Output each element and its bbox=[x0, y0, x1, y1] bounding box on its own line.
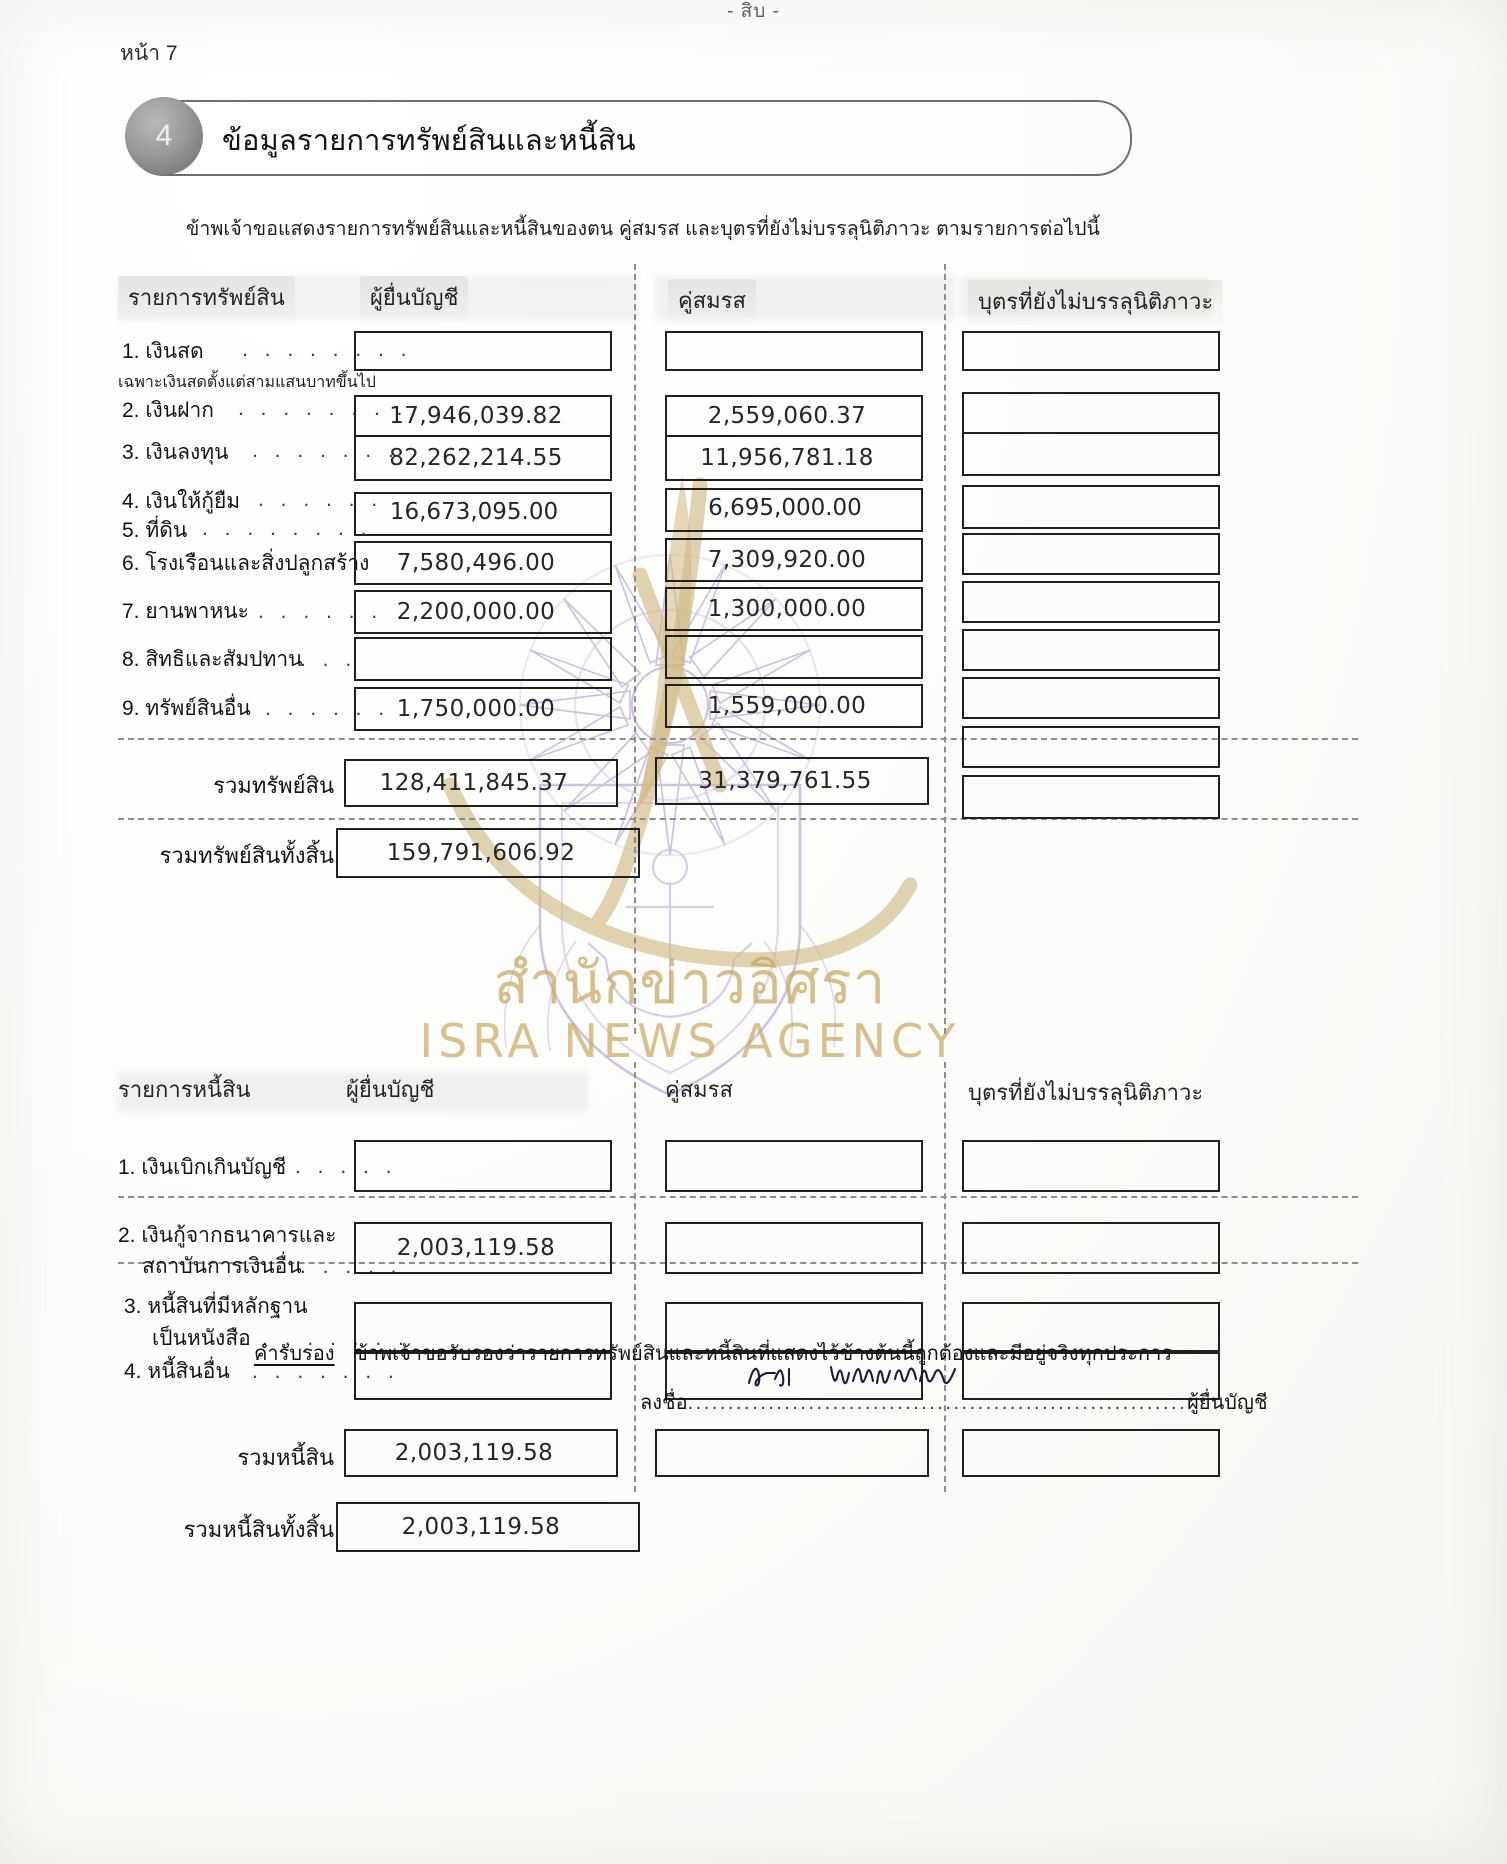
asset-row-8-declarant-box[interactable] bbox=[354, 637, 612, 681]
liability-row-3-label-line2: เป็นหนังสือ bbox=[152, 1327, 251, 1350]
asset-row-3-children-box[interactable] bbox=[962, 432, 1220, 476]
asset-row-8-children-box[interactable] bbox=[962, 677, 1220, 719]
asset-row-5-declarant-value: 16,673,095.00 bbox=[389, 499, 559, 525]
asset-row-3-leader: . . . . . . . bbox=[252, 439, 400, 462]
liability-row-2-spouse-box[interactable] bbox=[665, 1222, 923, 1274]
asset-row-1-text: เงินสด bbox=[145, 340, 204, 363]
assets-grandtotal-box[interactable] bbox=[336, 828, 640, 878]
asset-row-7-spouse-value: 1,300,000.00 bbox=[707, 596, 867, 622]
liability-row-2-leader: . . . . . bbox=[300, 1255, 403, 1278]
liability-row-2-text-1: เงินกู้จากธนาคารและ bbox=[141, 1224, 337, 1247]
liabilities-subtotal-separator bbox=[118, 1196, 1358, 1198]
asset-row-4-no: 4. bbox=[122, 490, 140, 513]
asset-row-8-no: 8. bbox=[122, 648, 140, 671]
asset-row-7-declarant-value: 2,200,000.00 bbox=[396, 599, 556, 625]
asset-row-4-text: เงินให้กู้ยืม bbox=[145, 490, 241, 513]
certification-text: ข้าพเจ้าขอรับรองว่ารายการทรัพย์สินและหนี้สินที่แสดงไว้ข้างต้นนี้ถูกต้องและมีอยู่จริงทุกประการ bbox=[354, 1343, 1173, 1365]
watermark-thai-label: สำนักข่าวอิศรา bbox=[493, 951, 887, 1016]
asset-row-3-spouse-value: 11,956,781.18 bbox=[700, 445, 874, 471]
asset-row-9-declarant-box[interactable] bbox=[354, 687, 612, 731]
asset-row-5-no: 5. bbox=[122, 519, 140, 542]
asset-row-6-no: 6. bbox=[122, 552, 140, 575]
liabilities-column-separator-2 bbox=[944, 1062, 946, 1492]
asset-row-1-declarant-box[interactable] bbox=[354, 331, 612, 371]
asset-row-9-label bbox=[122, 692, 251, 725]
liabilities-grandtotal-label: รวมหนี้สินทั้งสิ้น bbox=[183, 1517, 334, 1542]
asset-row-5-text: ที่ดิน bbox=[145, 519, 188, 542]
asset-row-6-children-box[interactable] bbox=[962, 581, 1220, 623]
page-marker-top: - สิบ - bbox=[727, 1, 780, 22]
asset-row-3-label bbox=[122, 436, 228, 469]
assets-grandtotal-label: รวมทรัพย์สินทั้งสิ้น bbox=[159, 843, 334, 868]
liabilities-header-items: รายการหนี้สิน bbox=[118, 1077, 251, 1102]
asset-row-8-text: สิทธิและสัมปทาน bbox=[145, 648, 303, 671]
asset-row-1-leader: . . . . . . . . bbox=[242, 338, 413, 361]
asset-row-2-declarant-box[interactable] bbox=[354, 395, 612, 437]
assets-header-items: รายการทรัพย์สิน bbox=[118, 276, 295, 321]
asset-row-6-spouse-box[interactable] bbox=[665, 538, 923, 582]
asset-row-6-spouse-value: 7,309,920.00 bbox=[707, 547, 867, 573]
asset-row-7-declarant-box[interactable] bbox=[354, 590, 612, 634]
asset-row-3-text: เงินลงทุน bbox=[145, 441, 229, 464]
liability-row-1-label bbox=[118, 1151, 286, 1184]
liabilities-header-children: บุตรที่ยังไม่บรรลุนิติภาวะ bbox=[968, 1080, 1204, 1105]
asset-row-5-spouse-value: 6,695,000.00 bbox=[708, 495, 862, 521]
liability-row-2-declarant-box[interactable] bbox=[354, 1222, 612, 1274]
asset-row-9-leader: . . . . . . bbox=[265, 697, 390, 720]
asset-row-9-spouse-box[interactable] bbox=[665, 684, 923, 728]
liability-row-3-text-1: หนี้สินที่มีหลักฐาน bbox=[147, 1295, 308, 1318]
liability-row-4-leader: . . . . . . . bbox=[252, 1360, 400, 1383]
asset-row-6-declarant-value: 7,580,496.00 bbox=[396, 550, 556, 576]
asset-row-5-leader: . . . . . . . . bbox=[202, 517, 373, 540]
asset-row-3-spouse-box[interactable] bbox=[665, 435, 923, 481]
asset-row-2-no: 2. bbox=[122, 399, 140, 422]
asset-row-9-children-box[interactable] bbox=[962, 726, 1220, 768]
liabilities-subtotal-label: รวมหนี้สิน bbox=[237, 1445, 334, 1470]
asset-row-9-text: ทรัพย์สินอื่น bbox=[145, 697, 251, 720]
liabilities-subtotal-declarant-box[interactable] bbox=[344, 1429, 618, 1477]
liabilities-subtotal-declarant-value: 2,003,119.58 bbox=[394, 1440, 554, 1466]
liabilities-grandtotal-value: 2,003,119.58 bbox=[401, 1514, 561, 1540]
asset-row-1-spouse-box[interactable] bbox=[665, 331, 923, 371]
assets-column-separator-2 bbox=[944, 264, 946, 1034]
asset-row-2-text: เงินฝาก bbox=[145, 399, 214, 422]
asset-row-9-declarant-value: 1,750,000.00 bbox=[396, 696, 556, 722]
asset-row-2-spouse-value: 2,559,060.37 bbox=[707, 403, 867, 429]
assets-subtotal-spouse-value: 31,379,761.55 bbox=[698, 768, 872, 794]
signature-dots: .............................................................. bbox=[687, 1392, 1188, 1414]
asset-row-7-children-box[interactable] bbox=[962, 629, 1220, 671]
certification-block bbox=[254, 1337, 1172, 1369]
asset-row-5-children-box[interactable] bbox=[962, 533, 1220, 575]
asset-row-2-leader: . . . . . . . . bbox=[238, 397, 409, 420]
liabilities-grandtotal-box[interactable] bbox=[336, 1502, 640, 1552]
liability-row-1-text: เงินเบิกเกินบัญชี bbox=[141, 1156, 287, 1179]
asset-row-7-text: ยานพาหนะ bbox=[145, 600, 249, 623]
asset-row-6-declarant-box[interactable] bbox=[354, 541, 612, 585]
assets-subtotal-declarant-box[interactable] bbox=[344, 759, 618, 807]
liability-row-2-declarant-value: 2,003,119.58 bbox=[396, 1235, 556, 1261]
cash-note: เฉพาะเงินสดตั้งแต่สามแสนบาทขึ้นไป bbox=[118, 374, 376, 391]
assets-subtotal-children-box[interactable] bbox=[962, 775, 1220, 819]
liability-row-1-spouse-box[interactable] bbox=[665, 1140, 923, 1192]
asset-row-2-label bbox=[122, 394, 214, 427]
asset-row-6-text: โรงเรือนและสิ่งปลูกสร้าง bbox=[145, 552, 370, 575]
certification-heading: คำรับรอง bbox=[254, 1343, 335, 1365]
assets-grandtotal-value: 159,791,606.92 bbox=[386, 840, 576, 866]
asset-row-9-spouse-value: 1,559,000.00 bbox=[707, 693, 867, 719]
asset-row-3-no: 3. bbox=[122, 441, 140, 464]
liability-row-3-no: 3. bbox=[124, 1295, 142, 1318]
asset-row-6-label bbox=[122, 547, 369, 580]
signature-line bbox=[640, 1386, 1268, 1418]
asset-row-7-spouse-box[interactable] bbox=[665, 587, 923, 631]
assets-column-separator-1 bbox=[634, 264, 636, 1034]
asset-row-5-label bbox=[122, 514, 187, 547]
liabilities-subtotal-spouse-box[interactable] bbox=[655, 1429, 929, 1477]
asset-row-5-declarant-value-wrap bbox=[354, 492, 608, 532]
liabilities-subtotal-children-box[interactable] bbox=[962, 1429, 1220, 1477]
assets-subtotal-spouse-box[interactable] bbox=[655, 757, 929, 805]
liabilities-header-spouse: คู่สมรส bbox=[665, 1077, 733, 1102]
asset-row-8-leader: . . . bbox=[300, 648, 357, 671]
liability-row-2-label-line2: สถาบันการเงินอื่น bbox=[142, 1255, 302, 1278]
asset-row-7-leader: . . . . . . bbox=[258, 600, 383, 623]
page-label: หน้า 7 bbox=[120, 42, 178, 65]
asset-row-1-no: 1. bbox=[122, 340, 140, 363]
signature-suffix: ผู้ยื่นบัญชี bbox=[1187, 1392, 1268, 1414]
assets-subtotal-label: รวมทรัพย์สิน bbox=[213, 773, 334, 798]
asset-row-2-children-box[interactable] bbox=[962, 392, 1220, 434]
liability-row-4-no: 4. bbox=[124, 1360, 142, 1383]
asset-row-9-no: 9. bbox=[122, 697, 140, 720]
liability-row-2-children-box[interactable] bbox=[962, 1222, 1220, 1274]
asset-row-2-declarant-value: 17,946,039.82 bbox=[389, 403, 563, 429]
signature-prefix: ลงชื่อ bbox=[640, 1392, 688, 1414]
liability-row-3-leader: . . . . . . . bbox=[262, 1327, 410, 1350]
asset-row-5-spouse-value-wrap bbox=[665, 488, 919, 528]
asset-row-2-spouse-box[interactable] bbox=[665, 395, 923, 437]
asset-row-7-label bbox=[122, 595, 249, 628]
section-number-badge: 4 bbox=[125, 97, 203, 175]
assets-header-spouse: คู่สมรส bbox=[668, 279, 756, 324]
liabilities-header-declarant: ผู้ยื่นบัญชี bbox=[346, 1077, 435, 1102]
assets-header-children: บุตรที่ยังไม่บรรลุนิติภาวะ bbox=[968, 280, 1223, 325]
liability-row-1-no: 1. bbox=[118, 1156, 136, 1179]
asset-row-1-children-box[interactable] bbox=[962, 331, 1220, 371]
liability-row-2-no: 2. bbox=[118, 1224, 136, 1247]
liability-row-1-leader: . . . . . bbox=[295, 1155, 398, 1178]
asset-row-8-label bbox=[122, 643, 303, 676]
asset-row-1-label bbox=[122, 335, 204, 368]
liability-row-3-label-line1 bbox=[124, 1290, 308, 1323]
liability-row-4-text: หนี้สินอื่น bbox=[147, 1360, 230, 1383]
asset-row-3-declarant-value: 82,262,214.55 bbox=[389, 445, 563, 471]
liability-row-1-declarant-box[interactable] bbox=[354, 1140, 612, 1192]
asset-row-4-leader: . . . . . . bbox=[258, 488, 383, 511]
liability-row-4-label bbox=[124, 1355, 230, 1388]
liabilities-column-separator-1 bbox=[634, 1062, 636, 1492]
asset-row-7-no: 7. bbox=[122, 600, 140, 623]
section-title: ข้อมูลรายการทรัพย์สินและหนี้สิน bbox=[222, 125, 636, 157]
asset-row-8-spouse-box[interactable] bbox=[665, 635, 923, 679]
assets-header-declarant: ผู้ยื่นบัญชี bbox=[360, 276, 468, 321]
assets-subtotal-declarant-value: 128,411,845.37 bbox=[379, 770, 569, 796]
asset-row-3-declarant-box[interactable] bbox=[354, 435, 612, 481]
watermark-english-label: ISRA NEWS AGENCY bbox=[419, 1014, 961, 1068]
intro-paragraph: ข้าพเจ้าขอแสดงรายการทรัพย์สินและหนี้สินของตน คู่สมรส และบุตรที่ยังไม่บรรลุนิติภาวะ ตามรายการต่อไปนี้ bbox=[186, 218, 1100, 240]
asset-row-4-children-box[interactable] bbox=[962, 485, 1220, 529]
liability-row-2-label-line1 bbox=[118, 1219, 336, 1252]
liability-row-1-children-box[interactable] bbox=[962, 1140, 1220, 1192]
